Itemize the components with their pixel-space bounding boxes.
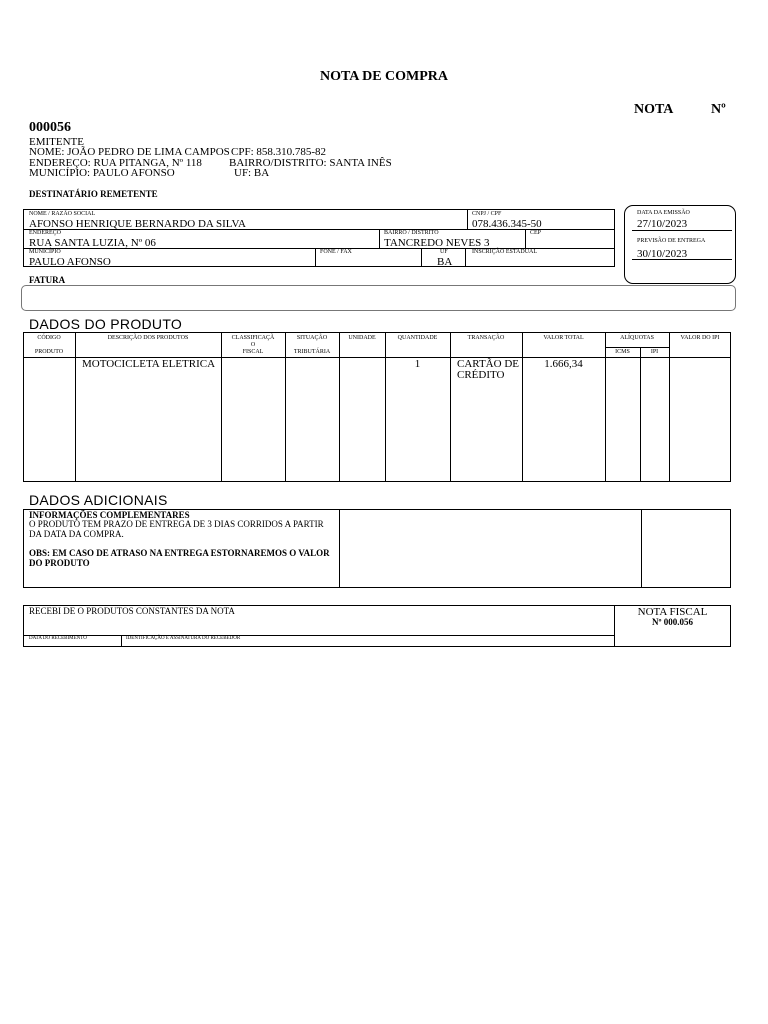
produto-section-label: DADOS DO PRODUTO (29, 316, 183, 332)
cep-field-label: CEP (530, 230, 542, 236)
item-quantidade: 1 (414, 358, 421, 370)
destinatario-bairro: TANCREDO NEVES 3 (384, 237, 490, 249)
info-complementares-label: INFORMAÇÕES COMPLEMENTARES (29, 510, 190, 520)
nota-fiscal-number: Nº 000.056 (652, 617, 693, 627)
header-tributaria: TRIBUTÁRIA (293, 349, 331, 355)
destinatario-municipio: PAULO AFONSO (29, 256, 111, 268)
header-produto: PRODUTO (34, 349, 64, 355)
obs-line-2: DO PRODUTO (29, 558, 90, 568)
header-aliquotas: ALÍQUOTAS (620, 335, 654, 341)
fatura-label: FATURA (29, 275, 66, 285)
nota-fiscal-label: NOTA FISCAL (637, 606, 708, 618)
destinatario-cnpj: 078.436.345-50 (472, 218, 542, 230)
header-classif-1: CLASSIFICAÇÃ (231, 335, 275, 341)
document-number: 000056 (29, 120, 71, 135)
header-situacao: SITUAÇÃO (296, 335, 328, 341)
nome-field-label: NOME / RAZÃO SOCIAL (29, 211, 96, 217)
item-transacao-1: CARTÃO DE (457, 358, 519, 370)
emitente-endereco: ENDEREÇO: RUA PITANGA, Nº 118 (29, 157, 202, 169)
emitente-uf: UF: BA (234, 167, 270, 179)
destinatario-nome: AFONSO HENRIQUE BERNARDO DA SILVA (29, 218, 246, 230)
ie-field-label: INSCRIÇÃO ESTADUAL (472, 249, 538, 255)
item-descricao: MOTOCICLETA ELETRICA (82, 358, 216, 370)
recibo-texto: RECEBI DE O PRODUTOS CONSTANTES DA NOTA (29, 606, 235, 616)
info-line-1: O PRODUTO TEM PRAZO DE ENTREGA DE 3 DIAS CORRIDOS A PARTIR (29, 519, 324, 529)
nota-number-label: Nº (711, 102, 726, 117)
previsao-date: 30/10/2023 (637, 248, 688, 260)
emitente-municipio: MUNICÍPIO: PAULO AFONSO (29, 167, 175, 179)
data-recebimento-label: DATA DO RECEBIMENTO (29, 636, 87, 641)
uf-field-label: UF (440, 249, 448, 255)
info-line-2: DA DATA DA COMPRA. (29, 529, 124, 539)
destinatario-section-label: DESTINATÁRIO REMETENTE (29, 189, 158, 199)
header-codigo: CÓDIGO (37, 335, 61, 341)
destinatario-uf: BA (437, 256, 453, 268)
header-classif-3: FISCAL (242, 349, 264, 355)
previsao-label: PREVISÃO DE ENTREGA (637, 238, 706, 244)
emitente-bairro: BAIRRO/DISTRITO: SANTA INÊS (229, 157, 392, 169)
item-valor-total: 1.666,34 (544, 358, 583, 370)
header-quantidade: QUANTIDADE (397, 335, 438, 341)
fone-field-label: FONE / FAX (320, 249, 352, 255)
header-descricao: DESCRIÇÃO DOS PRODUTOS (107, 335, 189, 341)
destinatario-endereco: RUA SANTA LUZIA, Nº 06 (29, 237, 156, 249)
endereco-field-label: ENDEREÇO (29, 230, 61, 236)
emitente-label: EMITENTE (29, 136, 84, 148)
header-valor-total: VALOR TOTAL (543, 335, 584, 341)
header-valor-ipi: VALOR DO IPI (680, 335, 720, 341)
emitente-nome: NOME: JOÃO PEDRO DE LIMA CAMPOS (29, 146, 230, 158)
emitente-cpf: CPF: 858.310.785-82 (231, 146, 327, 158)
obs-line-1: OBS: EM CASO DE ATRASO NA ENTREGA ESTORNAREMOS O VALOR (29, 548, 330, 558)
adicionais-section-label: DADOS ADICIONAIS (29, 492, 168, 508)
header-transacao: TRANSAÇÃO (467, 335, 505, 341)
page-title: NOTA DE COMPRA (319, 69, 449, 84)
nota-label: NOTA (634, 102, 674, 117)
header-classif-2: O (250, 342, 256, 348)
assinatura-label: IDENTIFICAÇÃO E ASSINATURA DO RECEBEDOR (126, 636, 241, 641)
fatura-box (21, 285, 736, 311)
cnpj-field-label: CNPJ / CPF (472, 211, 502, 217)
municipio-field-label: MUNICÍPIO (29, 249, 61, 255)
emissao-date: 27/10/2023 (637, 218, 688, 230)
emissao-label: DATA DA EMISSÃO (637, 210, 690, 216)
header-unidade: UNIDADE (348, 335, 376, 341)
bairro-field-label: BAIRRO / DISTRITO (384, 230, 439, 236)
header-icms: ICMS (615, 349, 630, 355)
header-ipi: IPI (650, 349, 659, 355)
item-transacao-2: CRÉDITO (457, 369, 505, 381)
